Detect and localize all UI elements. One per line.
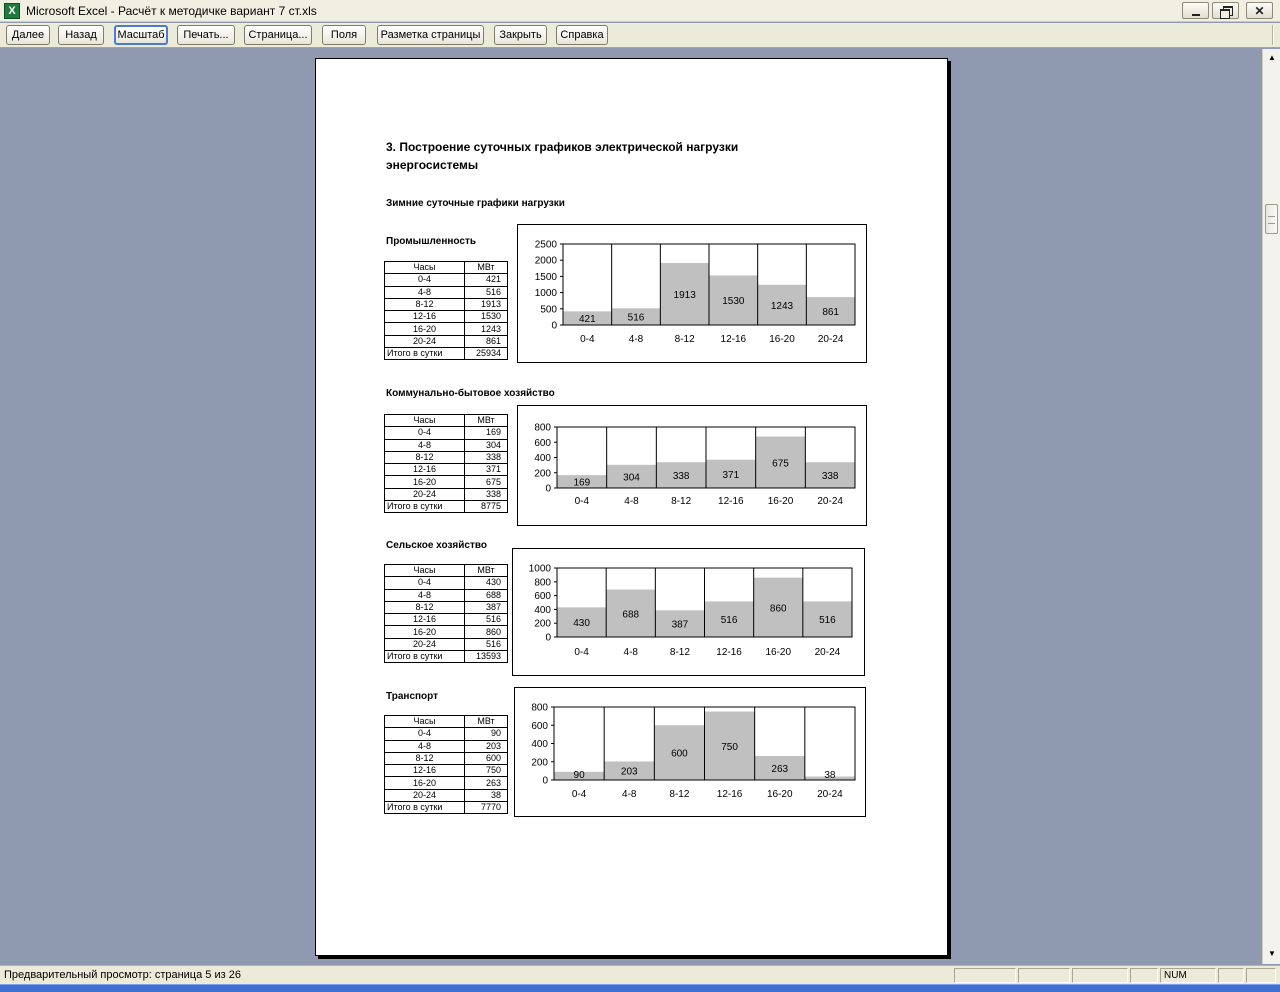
document-title: 3. Построение суточных графиков электрической нагрузки энергосистемы xyxy=(386,140,739,172)
data-table xyxy=(384,261,508,360)
x-tick-label: 20-24 xyxy=(817,789,843,800)
y-tick-label: 0 xyxy=(545,632,551,644)
table-row: 20-24 338 xyxy=(385,488,508,500)
data-label: 38 xyxy=(824,770,836,781)
data-label: 675 xyxy=(772,458,789,470)
load-chart xyxy=(517,405,867,526)
x-tick-label: 8-12 xyxy=(669,647,690,658)
status-panel xyxy=(1246,968,1276,983)
table-total-row: Итого в сутки 8775 xyxy=(385,501,508,513)
page-break-preview-button[interactable]: Разметка страницы xyxy=(377,25,484,45)
section-title: Транспорт xyxy=(386,691,439,702)
status-panel xyxy=(1218,968,1244,983)
table-row: 8-12 600 xyxy=(385,752,508,764)
x-tick-label: 4-8 xyxy=(623,647,638,658)
title-bar xyxy=(0,0,1280,22)
data-label: 338 xyxy=(672,471,690,483)
data-label: 688 xyxy=(622,609,640,621)
data-table xyxy=(384,564,508,663)
chart-svg xyxy=(517,405,867,526)
x-tick-label: 12-16 xyxy=(720,334,747,345)
y-tick-label: 1500 xyxy=(534,271,557,283)
y-tick-label: 800 xyxy=(534,577,551,589)
table-row: 8-12 338 xyxy=(385,451,508,463)
zoom-button[interactable]: Масштаб xyxy=(114,25,168,45)
close-preview-button[interactable]: Закрыть xyxy=(494,25,547,45)
data-label: 861 xyxy=(822,307,840,319)
load-chart xyxy=(512,548,865,676)
toolbar-handle xyxy=(1272,25,1274,45)
y-tick-label: 1000 xyxy=(534,288,557,300)
data-label: 169 xyxy=(573,477,591,489)
table-row: 16-20 860 xyxy=(385,626,508,638)
vertical-scrollbar[interactable] xyxy=(1262,49,1280,964)
x-tick-label: 12-16 xyxy=(716,789,743,800)
data-label: 371 xyxy=(722,469,740,481)
preview-page xyxy=(315,58,948,956)
x-tick-label: 4-8 xyxy=(624,496,639,507)
status-panel xyxy=(1072,968,1128,983)
table-total-row: Итого в сутки 13593 xyxy=(385,651,508,663)
excel-icon[interactable]: X xyxy=(4,3,20,19)
table-row: 12-16 750 xyxy=(385,765,508,777)
y-tick-label: 0 xyxy=(551,320,557,332)
section-title: Сельское хозяйство xyxy=(386,540,487,551)
status-text: Предварительный просмотр: страница 5 из 26 xyxy=(4,969,241,981)
x-tick-label: 0-4 xyxy=(580,334,595,345)
table-header-hours: Часы xyxy=(385,716,465,728)
table-header-hours: Часы xyxy=(385,262,465,274)
y-tick-label: 2000 xyxy=(534,255,557,267)
y-tick-label: 600 xyxy=(534,437,551,449)
data-label: 750 xyxy=(721,741,738,753)
table-row: 4-8 688 xyxy=(385,589,508,601)
x-tick-label: 12-16 xyxy=(716,647,742,658)
data-label: 421 xyxy=(578,314,596,326)
data-label: 430 xyxy=(573,618,590,630)
x-tick-label: 8-12 xyxy=(674,334,695,345)
data-table xyxy=(384,715,508,814)
table-row: 4-8 516 xyxy=(385,286,508,298)
chart-svg xyxy=(512,548,865,676)
y-tick-label: 0 xyxy=(542,775,548,787)
data-label: 516 xyxy=(627,312,645,324)
y-tick-label: 500 xyxy=(540,304,557,316)
print-button[interactable]: Печать... xyxy=(177,25,235,45)
table-row: 20-24 38 xyxy=(385,789,508,801)
table-header-hours: Часы xyxy=(385,415,465,427)
data-table xyxy=(384,414,508,513)
table-row: 20-24 861 xyxy=(385,335,508,347)
scroll-up-icon[interactable]: ▲ xyxy=(1264,50,1280,66)
x-tick-label: 4-8 xyxy=(622,789,637,800)
status-panel xyxy=(1018,968,1070,983)
table-row: 20-24 516 xyxy=(385,638,508,650)
data-label: 516 xyxy=(720,615,738,627)
y-tick-label: 800 xyxy=(534,422,551,434)
x-tick-label: 16-20 xyxy=(766,789,793,800)
table-row: 8-12 387 xyxy=(385,601,508,613)
table-header-unit: МВт xyxy=(465,565,508,577)
table-row: 8-12 1913 xyxy=(385,298,508,310)
scroll-down-icon[interactable]: ▼ xyxy=(1264,946,1280,962)
data-label: 1913 xyxy=(673,290,696,302)
window-title: Microsoft Excel - Расчёт к методичке вариант 7 ст.xls xyxy=(26,4,317,18)
table-row: 0-4 90 xyxy=(385,728,508,740)
y-tick-label: 200 xyxy=(534,468,551,480)
x-tick-label: 16-20 xyxy=(767,496,794,507)
table-row: 16-20 675 xyxy=(385,476,508,488)
data-label: 860 xyxy=(769,603,787,615)
y-tick-label: 0 xyxy=(545,483,551,495)
table-row: 0-4 421 xyxy=(385,274,508,286)
data-label: 516 xyxy=(819,615,836,627)
scroll-thumb[interactable] xyxy=(1265,204,1278,234)
section-title: Промышленность xyxy=(386,236,476,247)
chart-svg xyxy=(517,224,867,363)
document-subtitle: Зимние суточные графики нагрузки xyxy=(386,198,565,209)
data-label: 263 xyxy=(771,764,789,776)
x-tick-label: 4-8 xyxy=(628,334,644,345)
data-label: 600 xyxy=(671,748,688,760)
table-row: 4-8 203 xyxy=(385,740,508,752)
table-total-row: Итого в сутки 25934 xyxy=(385,348,508,360)
x-tick-label: 16-20 xyxy=(769,334,795,345)
x-tick-label: 0-4 xyxy=(574,496,590,507)
y-tick-label: 200 xyxy=(531,757,548,769)
table-row: 0-4 430 xyxy=(385,577,508,589)
next-button[interactable]: Далее xyxy=(6,25,50,45)
num-lock-indicator: NUM xyxy=(1160,968,1216,983)
load-chart xyxy=(514,687,866,817)
data-label: 387 xyxy=(671,619,689,631)
x-tick-label: 20-24 xyxy=(817,496,843,507)
x-tick-label: 20-24 xyxy=(817,334,844,345)
y-tick-label: 600 xyxy=(534,591,551,603)
data-label: 203 xyxy=(620,766,638,778)
y-tick-label: 400 xyxy=(531,739,548,750)
load-chart xyxy=(517,224,867,363)
close-window-button[interactable] xyxy=(1246,2,1273,19)
print-preview-toolbar xyxy=(0,23,1280,48)
table-row: 12-16 1530 xyxy=(385,311,508,323)
y-tick-label: 600 xyxy=(531,720,548,732)
y-tick-label: 400 xyxy=(534,453,551,464)
table-header-unit: МВт xyxy=(465,262,508,274)
x-tick-label: 8-12 xyxy=(669,789,690,800)
taskbar xyxy=(0,984,1280,992)
status-bar xyxy=(0,965,1280,984)
data-label: 1243 xyxy=(770,300,794,312)
help-button[interactable]: Справка xyxy=(556,25,608,45)
y-tick-label: 800 xyxy=(531,702,548,714)
x-tick-label: 0-4 xyxy=(574,647,589,658)
table-row: 0-4 169 xyxy=(385,427,508,439)
x-tick-label: 16-20 xyxy=(765,647,792,658)
table-row: 16-20 263 xyxy=(385,777,508,789)
status-panel xyxy=(1130,968,1158,983)
x-tick-label: 0-4 xyxy=(571,789,587,800)
restore-button[interactable] xyxy=(1212,2,1239,19)
x-tick-label: 8-12 xyxy=(671,496,692,507)
back-button[interactable]: Назад xyxy=(58,25,104,45)
data-label: 1530 xyxy=(722,296,745,308)
table-row: 16-20 1243 xyxy=(385,323,508,335)
page-setup-button[interactable]: Страница... xyxy=(244,25,312,45)
section-title: Коммунально-бытовое хозяйство xyxy=(386,388,555,399)
chart-svg xyxy=(514,687,866,817)
table-header-unit: МВт xyxy=(465,716,508,728)
y-tick-label: 200 xyxy=(534,618,551,630)
data-label: 338 xyxy=(821,471,839,483)
table-row: 4-8 304 xyxy=(385,439,508,451)
x-tick-label: 20-24 xyxy=(814,647,841,658)
table-header-hours: Часы xyxy=(385,565,465,577)
margins-button[interactable]: Поля xyxy=(322,25,366,45)
data-label: 304 xyxy=(623,472,640,484)
table-header-unit: МВт xyxy=(465,415,508,427)
y-tick-label: 1000 xyxy=(528,563,551,575)
y-tick-label: 2500 xyxy=(534,239,557,251)
table-row: 12-16 371 xyxy=(385,464,508,476)
table-total-row: Итого в сутки 7770 xyxy=(385,802,508,814)
x-tick-label: 12-16 xyxy=(718,496,744,507)
close-icon: ✕ xyxy=(1254,4,1265,18)
table-row: 12-16 516 xyxy=(385,614,508,626)
y-tick-label: 400 xyxy=(534,604,551,616)
minimize-button[interactable] xyxy=(1182,2,1209,19)
status-panel xyxy=(954,968,1016,983)
data-label: 90 xyxy=(573,770,585,781)
